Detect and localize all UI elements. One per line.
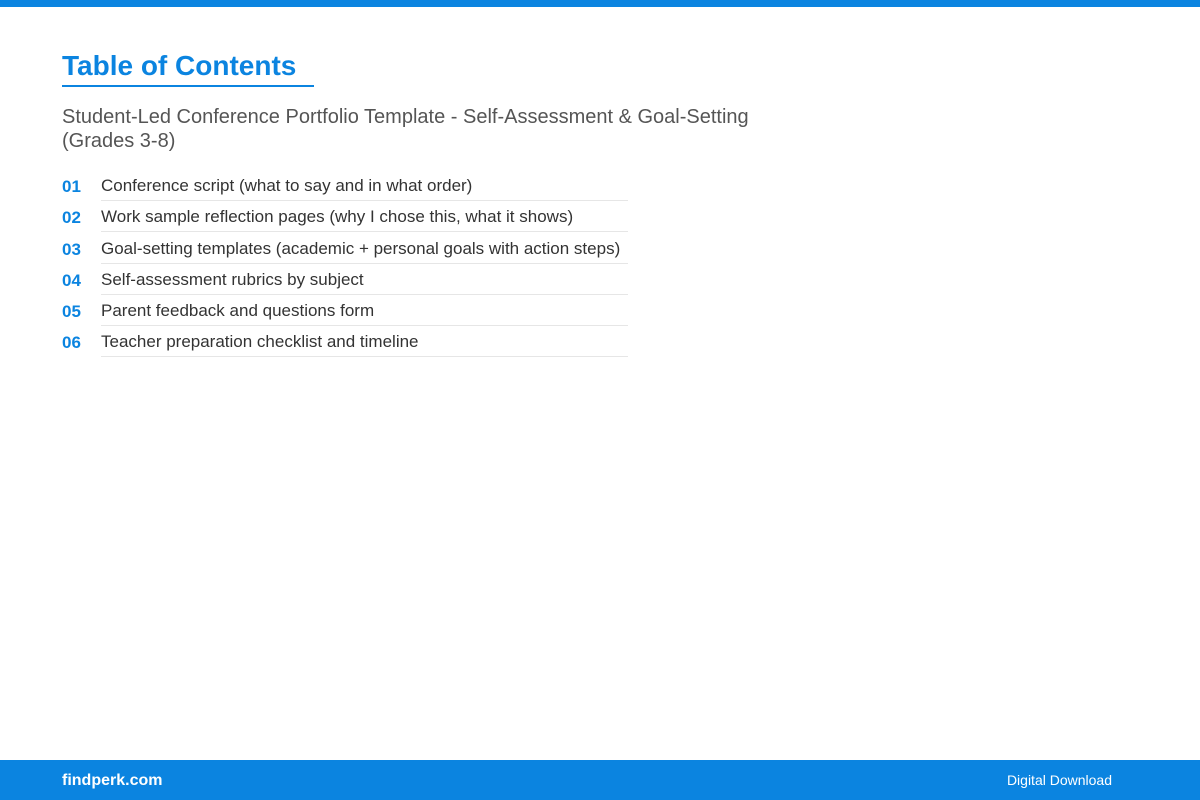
footer-download-label: Digital Download <box>1006 772 1112 788</box>
toc-item-label: Parent feedback and questions form <box>101 301 628 326</box>
top-accent-bar <box>0 0 1200 7</box>
toc-item-number: 01 <box>62 177 81 197</box>
document-subtitle: Student-Led Conference Portfolio Template - Self-Assessment & Goal-Setting (Grades 3-8) <box>62 106 749 152</box>
toc-item-number: 06 <box>62 333 81 353</box>
toc-item-label: Work sample reflection pages (why I chose this, what it shows) <box>101 207 628 232</box>
toc-item-06[interactable] <box>62 326 628 357</box>
toc-item-label: Conference script (what to say and in what order) <box>101 176 628 201</box>
toc-item-number: 05 <box>62 301 81 321</box>
toc-item-03[interactable] <box>62 232 628 263</box>
toc-item-number: 03 <box>62 239 81 259</box>
page-title: Table of Contents <box>62 50 314 87</box>
toc-list <box>62 170 628 357</box>
toc-item-04[interactable] <box>62 264 628 295</box>
toc-item-number: 02 <box>62 208 81 228</box>
footer-bar <box>0 760 1200 800</box>
footer-brand-link[interactable]: findperk.com <box>62 772 163 789</box>
toc-item-01[interactable] <box>62 170 628 201</box>
toc-item-05[interactable] <box>62 295 628 326</box>
toc-item-label: Teacher preparation checklist and timeline <box>101 332 628 357</box>
toc-item-label: Self-assessment rubrics by subject <box>101 270 628 295</box>
toc-item-number: 04 <box>62 270 81 290</box>
toc-item-label: Goal-setting templates (academic + personal goals with action steps) <box>101 239 628 264</box>
toc-item-02[interactable] <box>62 201 628 232</box>
